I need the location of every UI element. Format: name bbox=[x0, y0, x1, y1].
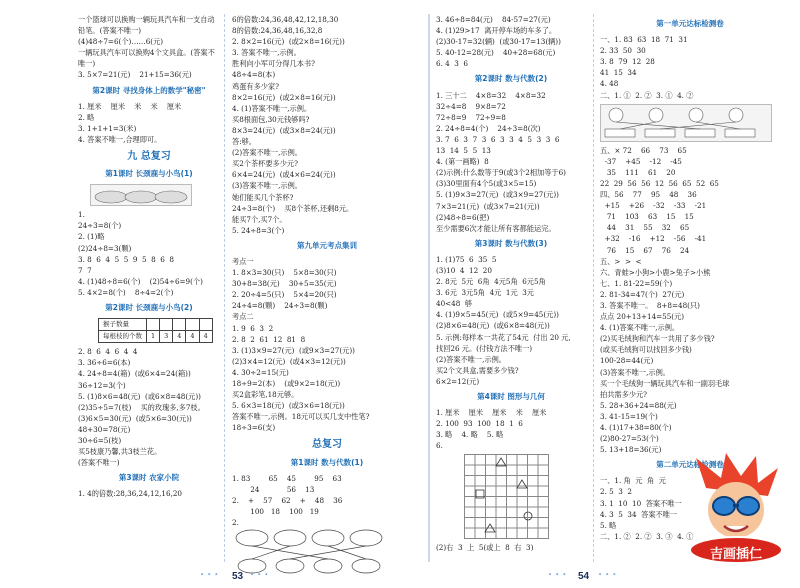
answer-line: 72÷8=9 72÷9=8 bbox=[436, 112, 506, 122]
table-cell bbox=[186, 319, 199, 331]
answer-line: 22 29 56 56 12 56 65 52 65 bbox=[600, 178, 719, 188]
answer-line: 2. 8 6 4 6 4 4 bbox=[78, 347, 138, 357]
answer-line: 五、× 72 66 73 65 bbox=[600, 145, 687, 155]
answer-line: 2. 100 93 100 18 1 6 bbox=[436, 419, 523, 429]
answer-line: 买一个毛绒狗一辆玩具汽车和一副羽毛球 bbox=[600, 378, 730, 388]
answer-line: 4. (1)答案不唯一,示例。 bbox=[232, 103, 312, 113]
answer-line: 3. 46÷8=84(元) 84-57=27(元) bbox=[436, 15, 551, 24]
answer-line: 32÷4=8 9×8=72 bbox=[436, 101, 506, 111]
answer-line: 3. 6元 3元5角 4元 1元 3元 bbox=[436, 288, 534, 298]
answer-line: 5. 28+36+24=88(元) bbox=[600, 400, 677, 410]
answer-line: 6. 4 3 6 bbox=[436, 59, 468, 69]
answer-line: 3. (1)3×9=27(元) (或9×3=27(元)) bbox=[232, 345, 355, 355]
answer-line: 2. 8×2=16(元) (或2×8=16(元)) bbox=[232, 37, 345, 47]
answer-lines bbox=[78, 346, 220, 468]
answer-line: 76 15 67 76 24 bbox=[600, 245, 690, 255]
answer-line: 5. 示例:每样本一共花了54元 付出 20 元, bbox=[436, 332, 571, 342]
answer-line: 6×2=12(元) bbox=[436, 376, 480, 386]
answer-lines bbox=[78, 209, 220, 298]
answer-column-1 bbox=[78, 14, 220, 499]
answer-line: 二、1. ② 2. ② 3. ③ 4. ① bbox=[600, 531, 694, 541]
table-cell bbox=[147, 319, 160, 331]
answer-line: 2. 81-34=47(个) 27(元) bbox=[600, 289, 685, 299]
page-gutter bbox=[428, 14, 430, 562]
footer-dots: ••• bbox=[548, 571, 570, 579]
answer-line: 8×2=16(元) (或2×8=16(元)) bbox=[232, 92, 336, 102]
lesson-heading: 第3课时 农家小院 bbox=[118, 473, 180, 483]
answer-lines bbox=[436, 14, 586, 69]
lesson-heading: 第九单元考点集训 bbox=[297, 240, 357, 250]
answer-line: 买8根面包,30元钱够吗? bbox=[232, 114, 310, 124]
answer-line: +32 -16 +12 -56 -41 bbox=[600, 234, 707, 244]
answer-line: 30+8=38(元) 30+5=35(元) bbox=[232, 279, 337, 289]
answer-line: (3)6×5=30(元) (或5×6=30(元)) bbox=[78, 413, 192, 423]
unit-title: 总复习 bbox=[312, 439, 342, 451]
answer-lines bbox=[232, 256, 422, 434]
answer-lines bbox=[78, 488, 220, 499]
answer-line: 6的倍数:24,36,48,42,12,18,30 bbox=[232, 15, 339, 24]
answer-line: 2. + 57 62 + 48 36 bbox=[232, 495, 343, 505]
answer-line: 3. 41-15=19(个) bbox=[600, 411, 658, 421]
answer-line: 35 111 61 20 bbox=[600, 167, 676, 177]
answer-line: (2)右 3 上 5(或上 8 右 3) bbox=[436, 543, 534, 553]
answer-lines bbox=[600, 145, 780, 456]
answer-lines bbox=[232, 14, 422, 236]
answer-line: 1. (1)75 6 35 5 bbox=[436, 254, 497, 264]
answer-line: 3. 8 6 4 5 5 9 5 8 6 8 bbox=[78, 254, 174, 264]
answer-line: 3. 答案不唯一,示例。 bbox=[232, 48, 301, 58]
answer-line: 5. 40-12=28(元) 40+28=68(元) bbox=[436, 48, 556, 58]
answer-line: 2. 8 2 61 12 81 8 bbox=[232, 334, 306, 344]
answer-line: 7 7 bbox=[78, 265, 92, 275]
answer-line: (4)48÷7=6(个)……6(元) bbox=[78, 37, 164, 47]
answer-lines bbox=[78, 14, 220, 81]
test-heading: 第一单元达标检测卷 bbox=[656, 19, 724, 28]
answer-line: 1. 8×3=30(只) 5×8=30(只) bbox=[232, 268, 337, 278]
answer-line: (3)答案不唯一,示例。 bbox=[232, 181, 302, 191]
answer-line: 5. 6×3=18(元) (或3×6=18(元)) bbox=[232, 401, 345, 411]
answer-line: 5. (1)8×6=48(元) (或6×8=48(元)) bbox=[78, 391, 201, 401]
answer-line: 2. 8元 5元 6角 4元5角 6元5角 bbox=[436, 277, 546, 287]
answer-line: 4. 3 5 34 答案不唯一 bbox=[600, 509, 678, 519]
answer-line: 3. 8 79 12 28 bbox=[600, 57, 655, 67]
answer-line: 24÷3=8(个) 买8个茶杯,还剩8元。 bbox=[232, 203, 354, 213]
table-cell: 4 bbox=[173, 331, 186, 343]
answer-line: 100 18 100 19 bbox=[232, 506, 319, 516]
answer-line: (2)35÷5=7(枝) 买的玫瑰多,多7枝。 bbox=[78, 402, 205, 412]
answer-line: 1. 4的倍数:28,36,24,12,16,20 bbox=[78, 489, 182, 499]
answer-line: 答:够。 bbox=[232, 137, 256, 147]
answer-line: 答案不唯一,示例。18元可以买几支中性笔? bbox=[232, 412, 370, 422]
answer-line: (3)10 4 12 20 bbox=[436, 265, 492, 275]
answer-line: 3. 5×7=21(元) 21+15=36(元) bbox=[78, 70, 192, 80]
table-cell bbox=[160, 319, 173, 331]
page-number-right: 54 bbox=[578, 571, 590, 582]
answer-line: 买2个文具盒,需要多少钱? bbox=[436, 365, 519, 375]
table-row-label: 猴子数量 bbox=[99, 319, 147, 331]
answer-line: 买2盒彩笔,18元够。 bbox=[232, 390, 299, 400]
answer-line: 2. 20÷4=5(只) 5×4=20(只) bbox=[232, 290, 337, 300]
answer-line: 考点一 bbox=[232, 256, 254, 266]
answer-line: (2)示例:什么数等于9(或3个2相加等于6) bbox=[436, 168, 566, 178]
logo-text: 吉画插仁 bbox=[709, 547, 762, 562]
answer-lines bbox=[436, 254, 586, 387]
answer-line: 1. 三十二 4×8=32 4×8=32 bbox=[436, 90, 546, 100]
answer-line: 40<48 够 bbox=[436, 299, 473, 309]
answer-line: (2)30-17=32(辆) (或30-17=13(辆)) bbox=[436, 37, 561, 47]
answer-line: 1. 83 65 45 95 63 bbox=[232, 473, 342, 483]
table-cell: 3 bbox=[160, 331, 173, 343]
answer-line: 3. 1+1+1=3(米) bbox=[78, 123, 137, 133]
answer-lines bbox=[232, 473, 422, 528]
answer-line: 二、1. ① 2. ② 3. ① 4. ② bbox=[600, 90, 694, 100]
answer-line: 8的倍数:24,36,48,16,32,8 bbox=[232, 26, 323, 36]
answer-line: 71 103 63 15 15 bbox=[600, 212, 694, 222]
answer-line: 4. (1)29>17 离开停车场的车多了。 bbox=[436, 26, 557, 36]
answer-line: 4. 30÷2=15(元) bbox=[232, 367, 289, 377]
answer-line: 1. 厘米 厘米 米 米 厘米 bbox=[78, 101, 182, 111]
lesson-heading: 第4课时 图形与几何 bbox=[477, 392, 545, 401]
answer-line: 4. 答案不唯一,合理即可。 bbox=[78, 134, 162, 144]
answer-line: 44 31 55 32 65 bbox=[600, 223, 690, 233]
answer-line: 48÷4=8(本) bbox=[232, 70, 276, 80]
answer-line: (2)24÷8=3(颗) bbox=[78, 243, 132, 253]
answer-line: 四、56 77 95 48 36 bbox=[600, 190, 697, 200]
answer-line: 3. 略 4. 略 5. 略 bbox=[436, 430, 504, 440]
answer-line: 30÷6=5(枝) bbox=[78, 436, 122, 445]
answer-lines bbox=[436, 90, 586, 234]
egg-basket-figure bbox=[90, 184, 192, 206]
footer-dots: ••• bbox=[200, 571, 222, 579]
answer-line: 41 15 34 bbox=[600, 68, 637, 78]
answer-line: -37 +45 -12 -45 bbox=[600, 156, 682, 166]
lesson-heading: 第3课时 数与代数(3) bbox=[474, 238, 548, 248]
grid-shapes bbox=[464, 454, 548, 538]
lesson-heading: 第2课时 长颈鹿与小鸟(2) bbox=[105, 302, 193, 312]
answer-line: (3)30里面有4个5(或3×5=15) bbox=[436, 179, 537, 189]
answer-line: 18÷9=2(本) (或9×2=18(元)) bbox=[232, 379, 341, 388]
answer-line: 4. (1)答案不唯一,示例。 bbox=[600, 323, 680, 333]
answer-line: 100-28=44(元) bbox=[600, 356, 654, 366]
page-number-left: 53 bbox=[232, 571, 244, 582]
test-heading: 第二单元达标检测卷 bbox=[656, 460, 724, 470]
answer-line: 2. 24÷8=4(个) 24÷3=8(次) bbox=[436, 123, 541, 133]
answer-line: 48+30=78(元) bbox=[78, 424, 131, 434]
answer-line: 七、1. 81-22=59(个) bbox=[600, 278, 673, 288]
answer-lines bbox=[436, 542, 586, 553]
answer-lines bbox=[436, 407, 586, 451]
coordinate-grid bbox=[464, 454, 549, 539]
answer-line: (3)答案不唯一,示例。 bbox=[600, 367, 670, 377]
answer-line: (或买毛绒狗可以找回多少钱) bbox=[600, 345, 692, 355]
answer-line: 4. 24÷8=4(箱) (或6×4=24(箱)) bbox=[78, 369, 191, 379]
answer-line: 2. 略 bbox=[78, 112, 95, 122]
table-row-label: 每根枝的个数 bbox=[99, 331, 147, 343]
answer-line: (2)答案不唯一,示例。 bbox=[436, 354, 506, 364]
monkey-table bbox=[98, 318, 213, 343]
answer-column-2 bbox=[232, 14, 422, 577]
answer-line: 一个篮球可以换购一辆玩具汽车和一支自动 bbox=[78, 15, 215, 24]
answer-line: 一、1. 角 元 角 元 bbox=[600, 476, 666, 486]
answer-line: 一辆玩具汽车可以换购4个文具盒。(答案不 bbox=[78, 48, 215, 58]
answer-line: 6×4=24(元) (或4×6=24(元)) bbox=[232, 170, 336, 180]
answer-line: 胜利向小军可分得几本书? bbox=[232, 59, 315, 69]
answer-line: 7×3=21(元) (或3×7=21(元)) bbox=[436, 201, 540, 211]
answer-line: 拍共需多少元? bbox=[600, 389, 647, 399]
answer-column-3 bbox=[436, 14, 586, 554]
answer-line: 2. bbox=[232, 518, 239, 528]
answer-line: 2. (1)略 bbox=[78, 232, 105, 242]
answer-line: 铅笔。(答案不唯一) bbox=[78, 26, 142, 36]
animal-matching-figure bbox=[600, 104, 772, 142]
answer-line: 考点二 bbox=[232, 312, 254, 322]
table-cell bbox=[173, 319, 186, 331]
answer-line: 买2个茶杯要多少元? bbox=[232, 159, 298, 169]
answer-line: 24 56 13 bbox=[232, 484, 315, 494]
answer-line: 4. (1)48÷8=6(个) (2)54÷6=9(个) bbox=[78, 276, 203, 286]
answer-line: 24÷3=8(个) bbox=[78, 221, 122, 231]
answer-line: 5. 13+18=36(元) bbox=[600, 445, 662, 455]
answer-line: (2)8×6=48(元) (或6×8=48(元)) bbox=[436, 321, 550, 331]
answer-line: 找回26 元。(付钱方法不唯一) bbox=[436, 343, 533, 353]
animals-illustration bbox=[601, 105, 771, 141]
answer-line: 6. bbox=[436, 441, 443, 451]
answer-line: 18÷3=6(支) bbox=[232, 423, 276, 433]
answer-line: (2)80-27=53(个) bbox=[600, 434, 659, 444]
answer-line: 4. 48 bbox=[600, 79, 619, 89]
lesson-heading: 第1课时 长颈鹿与小鸟(1) bbox=[105, 169, 193, 179]
answer-line: 2. 33 50 30 bbox=[600, 46, 646, 56]
answer-line: (2)答案不唯一,示例。 bbox=[232, 148, 302, 158]
answer-line: 8×3=24(元) (或3×8=24(元)) bbox=[232, 125, 336, 135]
answer-line: 买5枝康乃馨,共3枝兰花。 bbox=[78, 447, 162, 457]
column-divider bbox=[224, 14, 225, 562]
answer-line: 13 14 5 5 13 bbox=[436, 146, 491, 156]
unit-title: 九 总复习 bbox=[127, 151, 171, 163]
answer-line: 五、> > < bbox=[600, 256, 642, 266]
matching-figure bbox=[232, 528, 402, 574]
answer-line: 5. (1)9×3=27(元) (或3×9=27(元)) bbox=[436, 190, 559, 200]
answer-line: (2)买毛绒狗和汽车一共用了多少钱? bbox=[600, 334, 715, 344]
answer-line: 2. 5 3 2 bbox=[600, 487, 632, 497]
lesson-heading: 第2课时 寻找身体上的数学"秘密" bbox=[92, 85, 206, 95]
answer-line: 3. 7 6 3 7 3 6 3 3 4 5 3 3 6 bbox=[436, 134, 560, 144]
answer-line: 4. (1)17+38=80(个) bbox=[600, 423, 672, 432]
answer-line: 至少需要6次才能让所有客都能运完。 bbox=[436, 223, 556, 233]
answer-lines bbox=[600, 34, 780, 101]
answer-line: 1. 9 6 3 2 bbox=[232, 323, 274, 333]
answer-line: 鸡蛋有多少家? bbox=[232, 81, 279, 91]
answer-line: 4. (第一画略) 8 bbox=[436, 157, 489, 167]
footer-dots: ••• bbox=[250, 571, 272, 579]
answer-line: (2)3×4=12(元) (或4×3=12(元)) bbox=[232, 356, 346, 366]
answer-line: 1. 厘米 厘米 厘米 米 厘米 bbox=[436, 408, 547, 418]
answer-line: 能买7个,买7个。 bbox=[232, 214, 287, 224]
answer-line: 24÷4=8(颗) 24÷3=8(颗) bbox=[232, 301, 328, 311]
lesson-heading: 第1课时 数与代数(1) bbox=[290, 457, 364, 467]
answer-line: 3. 答案不唯一。 8+8=48(只) bbox=[600, 300, 700, 310]
answer-lines bbox=[78, 101, 220, 145]
lesson-heading: 第2课时 数与代数(2) bbox=[474, 74, 548, 84]
table-cell: 4 bbox=[186, 331, 199, 343]
column-divider bbox=[593, 14, 594, 562]
answer-line: 一、1. 83 63 18 71 31 bbox=[600, 35, 688, 45]
footer-dots: ••• bbox=[598, 571, 620, 579]
answer-line: 4. (1)9×5=45(元) (或5×9=45(元)) bbox=[436, 310, 559, 320]
answer-line: 唯一) bbox=[78, 59, 96, 69]
answer-line: 1. bbox=[78, 210, 85, 220]
table-cell: 1 bbox=[147, 331, 160, 343]
answer-line: 点点 20+13+14=55(元) bbox=[600, 312, 685, 322]
answer-line: 她们能买几个茶杯? bbox=[232, 192, 294, 202]
answer-line: (2)48÷8=6(把) bbox=[436, 212, 490, 222]
answer-line: (答案不唯一) bbox=[78, 458, 120, 468]
table-cell bbox=[199, 319, 212, 331]
answer-line: +15 +26 -32 -33 -21 bbox=[600, 201, 707, 211]
answer-line: 5. 略 bbox=[600, 520, 617, 530]
answer-line: 3. 36÷6=6(本) bbox=[78, 358, 131, 368]
baskets-illustration bbox=[91, 185, 191, 205]
answer-line: 六、青蛙>小狗>小鹿>兔子>小熊 bbox=[600, 267, 711, 277]
answer-line: 5. 24÷8=3(个) bbox=[232, 225, 285, 235]
table-cell: 4 bbox=[199, 331, 212, 343]
answer-line: 3. 1 10 10 答案不唯一 bbox=[600, 498, 682, 508]
answer-line: 36÷12=3(个) bbox=[78, 380, 126, 390]
answer-line: 5. 4×2=8(个) 8÷4=2(个) bbox=[78, 287, 174, 297]
